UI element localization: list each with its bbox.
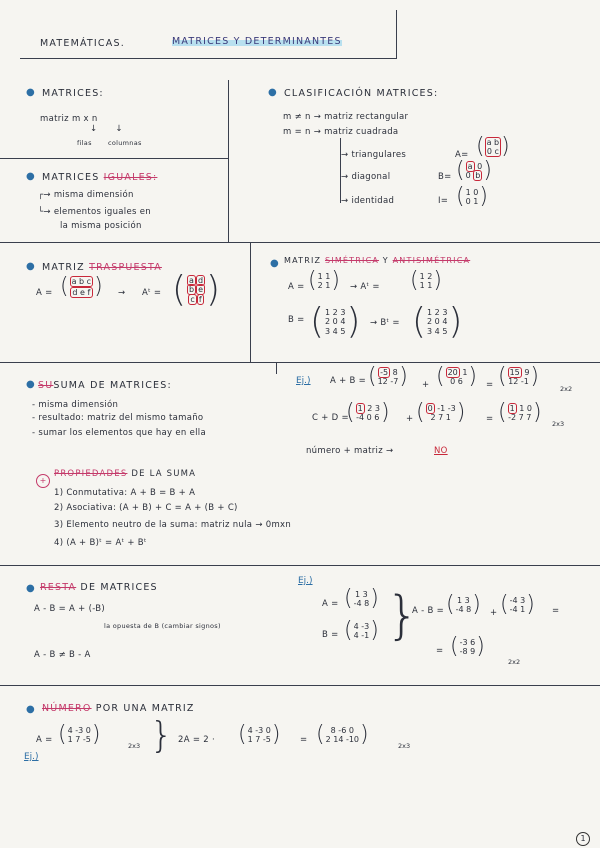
trasp-at-label: Aᵗ = xyxy=(142,288,162,298)
prop-heading: PROPIEDADES DE LA SUMA xyxy=(54,469,197,479)
divider-2 xyxy=(0,362,600,363)
divider-1 xyxy=(0,242,600,243)
resta-a-label: A = xyxy=(322,599,339,609)
eq-sign: = xyxy=(436,646,444,656)
resta-l2: la opuesta de B (cambiar signos) xyxy=(104,622,221,630)
plus-sign: + xyxy=(422,380,430,390)
page-title: MATEMÁTICAS. xyxy=(40,38,125,49)
suma-l1: - misma dimensión xyxy=(32,400,119,410)
suma-dim1: 2x2 xyxy=(560,385,573,393)
sym-a: A= xyxy=(455,150,469,160)
sim-bt-label: → Bᵗ = xyxy=(370,318,400,328)
resta-m2: ( -4 3 -4 1 ) xyxy=(500,592,535,617)
resta-l1: A - B = A + (-B) xyxy=(34,604,106,614)
sim-bt-matrix: ( 1 2 3 2 0 4 3 4 5 ) xyxy=(412,301,463,342)
down-arrows: ↓ ↓ xyxy=(90,124,123,134)
sim-a-label: A = xyxy=(288,282,305,292)
suma-m5: ( 0 -1 -3 2 7 1 ) xyxy=(416,400,466,425)
sim-at-matrix: ( 1 2 1 1 ) xyxy=(410,268,442,293)
suma-heading: SUSUMA DE MATRICES: xyxy=(38,380,172,391)
bullet-icon: ● xyxy=(26,87,35,98)
numero-brace: } xyxy=(150,715,173,756)
sym-i: I= xyxy=(438,196,449,206)
eq-sign: = xyxy=(486,380,494,390)
sim-b-label: B = xyxy=(288,315,305,325)
resta-heading: RESTA DE MATRICES xyxy=(40,582,158,593)
filas-label: filas xyxy=(77,139,92,147)
prop-bullet-icon: + xyxy=(36,468,50,488)
clasificacion-cuad: m = n → matriz cuadrada xyxy=(283,127,399,137)
matrix-dims: matriz m x n xyxy=(40,114,98,124)
numero-result: ( 8 -6 0 2 14 -10 ) xyxy=(316,722,369,747)
prop-1: 1) Conmutativa: A + B = B + A xyxy=(54,488,196,498)
traspuesta-heading: MATRIZ TRASPUESTA xyxy=(42,262,162,273)
numero-dim: 2x3 xyxy=(128,742,141,750)
branch-line xyxy=(340,138,341,203)
sim-at-label: → Aᵗ = xyxy=(350,282,380,292)
trasp-a-matrix: ( a b c d e f ) xyxy=(60,274,103,300)
clasificacion-rect: m ≠ n → matriz rectangular xyxy=(283,112,409,122)
suma-apb: A + B = xyxy=(330,376,367,386)
matrices-heading: MATRICES: xyxy=(42,88,104,99)
suma-m1: ( -5 8 12 -7 ) xyxy=(368,364,408,389)
suma-dim2: 2x3 xyxy=(552,420,565,428)
resta-l3: A - B ≠ B - A xyxy=(34,650,91,660)
iguales-heading: MATRICES IGUALES: xyxy=(42,172,158,183)
numero-dim2: 2x3 xyxy=(398,742,411,750)
suma-m2: ( 20 1 0 6 ) xyxy=(436,364,478,389)
prop-4: 4) (A + B)ᵗ = Aᵗ + Bᵗ xyxy=(54,538,147,548)
suma-l3: - sumar los elementos que hay en ella xyxy=(32,428,206,438)
bullet-icon: ● xyxy=(26,261,35,272)
sym-b: B= xyxy=(438,172,452,182)
suma-m3: ( 15 9 12 -1 ) xyxy=(498,364,540,389)
resta-brace: } xyxy=(386,586,420,646)
vertical-divider-top xyxy=(228,80,229,242)
numero-ej: Ej.) xyxy=(24,752,39,762)
resta-m1: ( 1 3 -4 8 ) xyxy=(446,592,481,617)
resta-dim: 2x2 xyxy=(508,658,521,666)
resta-a-matrix: ( 1 3 -4 8 ) xyxy=(344,586,379,611)
title-divider-vertical xyxy=(396,10,397,58)
columnas-label: columnas xyxy=(108,139,142,147)
numero-a-label: A = xyxy=(36,735,53,745)
sim-b-matrix: ( 1 2 3 2 0 4 3 4 5 ) xyxy=(310,301,361,342)
divider-4 xyxy=(0,685,600,686)
bullet-icon: ● xyxy=(26,379,35,390)
branch-identidad: → identidad xyxy=(341,196,395,206)
iguales-l1: ┌→ misma dimensión xyxy=(38,190,134,200)
suma-l2: - resultado: matriz del mismo tamaño xyxy=(32,413,204,423)
eq-sign: = xyxy=(486,414,494,424)
trasp-a-label: A = xyxy=(36,288,53,298)
page-number: 1 xyxy=(576,826,590,846)
eq-sign: = xyxy=(552,606,560,616)
vertical-divider-mid xyxy=(250,242,251,362)
suma-no: NO xyxy=(434,446,448,456)
bullet-icon: ● xyxy=(26,704,35,715)
suma-num: número + matriz → xyxy=(306,446,394,456)
suma-m6: ( 1 1 0 -2 7 7 ) xyxy=(498,400,542,425)
prop-3: 3) Elemento neutro de la suma: matriz nula → 0mxn xyxy=(54,520,292,530)
suma-cpd: C + D = xyxy=(312,413,349,423)
identity-matrix: ( 1 0 0 1 ) xyxy=(456,184,488,209)
numero-a-matrix: ( 4 -3 0 1 7 -5 ) xyxy=(58,722,101,747)
bullet-icon: ● xyxy=(26,583,35,594)
clasificacion-heading: CLASIFICACIÓN MATRICES: xyxy=(284,88,439,99)
branch-triangulares: → triangulares xyxy=(341,150,407,160)
trasp-at-matrix: ( a d b e c f ) xyxy=(172,269,221,310)
diagonal-matrix: ( a 0 0 b ) xyxy=(456,158,492,183)
bullet-icon: ● xyxy=(270,258,279,269)
resta-result: ( -3 6 -8 9 ) xyxy=(450,634,485,659)
branch-diagonal: → diagonal xyxy=(341,172,391,182)
iguales-l3: la misma posición xyxy=(60,221,142,231)
eq-sign: = xyxy=(300,735,308,745)
title-underline xyxy=(20,58,397,59)
bullet-icon: ● xyxy=(26,171,35,182)
plus-sign: + xyxy=(406,414,414,424)
numero-twoa: 2A = 2 · xyxy=(178,735,215,745)
iguales-l2: └→ elementos iguales en xyxy=(38,207,151,217)
sim-a-matrix: ( 1 1 2 1 ) xyxy=(308,268,340,293)
plus-sign: + xyxy=(490,608,498,618)
triangular-matrix: ( a b 0 c ) xyxy=(476,134,510,159)
divider-left-short xyxy=(0,158,228,159)
divider-3 xyxy=(0,565,600,566)
prop-2: 2) Asociativa: (A + B) + C = A + (B + C) xyxy=(54,503,238,513)
trasp-arrow: → xyxy=(118,288,126,298)
numero-heading: NÚMERO POR UNA MATRIZ xyxy=(42,703,195,714)
resta-amb: A - B = xyxy=(412,606,445,616)
resta-b-matrix: ( 4 -3 4 -1 ) xyxy=(344,618,379,643)
resta-ej: Ej.) xyxy=(298,576,313,586)
resta-b-label: B = xyxy=(322,630,339,640)
suma-ej: Ej.) xyxy=(296,376,311,386)
simetrica-heading: MATRIZ SIMÉTRICA Y ANTISIMÉTRICA xyxy=(284,256,471,265)
suma-m4: ( 1 2 3 -4 0 6 ) xyxy=(346,400,390,425)
bullet-icon: ● xyxy=(268,87,277,98)
numero-b-matrix: ( 4 -3 0 1 7 -5 ) xyxy=(238,722,281,747)
page-subtitle: MATRICES Y DETERMINANTES xyxy=(172,36,342,47)
vertical-divider-suma xyxy=(276,362,277,374)
